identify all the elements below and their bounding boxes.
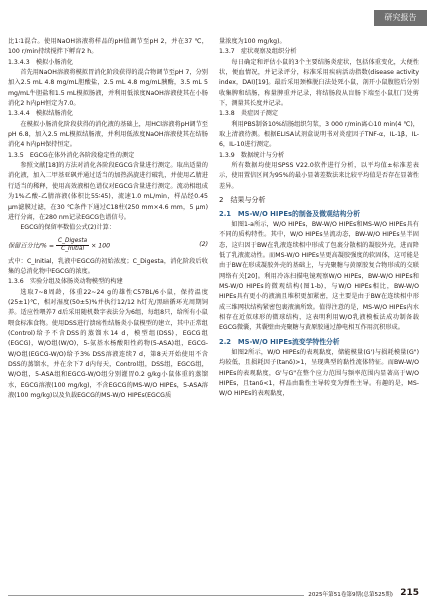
paragraph: 选取7~8周龄，体重22~24 g的雄性C57BL/6小鼠，保持温度(25±1)℃，相对湿度(50±5)%并执行12/12 h灯光/黑暗循环光周期饲养。适应性喂养7 d后采用随机数字表法分为6组，每组8只，给所有小鼠喂食标准食物。使用DSS进行溃疡性结肠炎小鼠模型的建立，其中正常组(Control)给予不含DSS的蒸馏水14 d，模型组(DSS)，EGCG组(EGCG)，W/O组(W/O)，5-氨基水杨酸阳性药物(5-ASA)组，EGCG-W/O组(EGCG-W/O)给予3% DSS溶液连续7 d，第8天开始使用不含DSS的蒸馏水，并在余下7 d内每天，Control组，DSS组，EGCG组，W/O组，5-ASA组和EGCG-W/O组分别灌胃0.2 g/kg小鼠体重的蒸馏水，EGCG溶液(100 mg/kg)，不含EGCG的MS-W/O HIPEs，5-ASA溶液(100 mg/kg)以及负载EGCG的MS-W/O HIPEs(EGCG质 (8, 288, 208, 399)
paragraph: 量浓度为100 mg/kg)。 (219, 38, 286, 45)
equation-denominator: C_Initial (61, 245, 85, 252)
section-heading: 2 结果与分析 (219, 196, 266, 205)
equation-number: (2) (199, 240, 208, 248)
section-badge: 研究报告 (374, 10, 427, 26)
paragraph: 如图2所示，W/O HIPEs的表观黏度，储能模量(G')与损耗模量(G")均较低，且损耗因子(tanδ)>1，呈现典型的黏性流体特征。而BW-W/O HIPEs的表观黏度，G'与G"在整个应力范围与频率范围内显著高于W/O HIPEs，且tanδ<1，样品由黏性主导转变为弹性主导。有趣的是，MS-W/O HIPEs的表观黏度， (219, 348, 419, 398)
subsection-heading: 1.3.7 症状观察及组织分析 (219, 48, 297, 56)
subsection-heading: 1.3.4.4 模拟结肠消化 (8, 110, 73, 118)
paragraph: 所有数据均使用SPSS V22.0软件进行分析，以平均值±标准差表示，使用置信区间为95%的最小显著差数法来比较平均值是否存在显著性差异。 (219, 162, 419, 190)
paragraph: 首先用NaOH溶液将模拟胃消化阶段获得的混合物调节至pH 7，分别加入2.5 mL 4.8 mg/mL胆酸盐，2.5 mL 4.8 mg/mL胰酶，3.5 mL 5 mg/mL牛胆盐和1.5 mL模拟肠液，并利用低浓度NaOH溶液使其在小肠消化2 h内pH恒定为7.0。 (8, 69, 208, 108)
paragraph: 如图1-a所示，W/O HIPEs，BW-W/O HIPEs和MS-W/O HIPEs具有不同的质构特性。其中，W/O HIPEs呈流动态，BW-W/O HIPEs呈半固态，这归因于BW在乳液连续相中形成了包裹分散相的凝胶外壳，进而降低了乳液流动性。而MS-W/O HIPEs呈更高凝胶强度的软固体，这可能是由于BW在形成凝胶外壳的基础上，与壳聚糖与黄原胶复合物形成的交联网络有关[20]。利用冷冻扫描电镜观察W/O HIPEs，BW-W/O HIPEs和MS-W/O HIPEs的微观结构(图1-b)，与W/O HIPEs相比，BW-W/O HIPEs具有更小的液滴且堆积更加紧密，这主要是由于BW在连续相中形成三维网状结构紧密包裹液滴所致。值得注意的是，MS-W/O HIPEs内水相存在近似球形的微球结构，这表明利用W/O乳液模板法成功制备载EGCG微囊，其囊壁由壳聚糖与黄原胶通过静电相互作用沉积形成。 (219, 220, 419, 332)
paragraph: 利用PBS制备10%结肠组织匀浆，3 000 r/min离心10 min(4 ℃)，取上清液待测。根据ELISA试剂盒说明书对炎症因子TNF-α，IL-1β，IL-6，IL-10进行测定。 (219, 120, 419, 149)
subsection-heading: 1.3.4.3 模拟小肠消化 (8, 58, 73, 66)
page-number: 215 (400, 588, 419, 598)
paragraph: EGCG的保留率数值公式(2)计算： (20, 224, 116, 232)
subsection-heading: 1.3.6 实验分组及体肠炎动物模型的构建 (8, 278, 123, 286)
page-footer (0, 586, 427, 606)
left-column (8, 37, 208, 401)
paragraph: 比1∶1混合。使用NaOH溶液将样品的pH值调节至pH 2，并在37 ℃，100 r/min持续搅拌下孵育2 h。 (8, 38, 208, 56)
right-column (219, 37, 419, 400)
subsection-heading: 1.3.9 数据统计与分析 (219, 151, 285, 159)
equation-2 (8, 238, 208, 253)
section-heading-2-2: 2.2 MS-W/O HIPEs流变学特性分析 (219, 337, 340, 346)
paragraph: 参照文献[18]的方法对消化各阶段EGCG含量进行测定。取出适量的消化液，加入二甲基亚砜并通过适当的加热涡旋进行破乳，并使用乙腈进行适当的稀释，使用高效液相色谱仪对EGCG含量进行测定。流动相组成为1%乙酸-乙腈溶液(体积比55∶45)，流速1.0 mL/min，样品经0.45 μm滤膜过滤，在30 ℃条件下通过C18柱(250 mm×4.6 mm，5 μm)进行分离，在280 nm记录EGCG色谱信号。 (8, 162, 208, 221)
paragraph: 式中：C_Initial，乳液中EGCG的初始浓度；C_Digesta，消化阶段后收集的总消化物中EGCG的浓度。 (8, 257, 208, 275)
journal-issue: 2025年第51卷第9期(总第525期) (304, 590, 393, 598)
subsection-heading: 1.3.5 EGCG在体外消化各阶段稳定性的测定 (8, 151, 135, 159)
equation-tail: × 100 (91, 242, 111, 250)
subsection-heading: 1.3.8 炎症因子测定 (219, 110, 279, 118)
section-heading-2-1: 2.1 MS-W/O HIPEs的制备及微观结构分析 (219, 209, 360, 218)
paragraph: 每日确定和评估小鼠的3个主要结肠炎症状，包括体重变化，大便性状，便血情况，并记录评分，标准采用疾病活动指数(disease activity index，DAI)[19]。最后采用颈椎脱臼法处死小鼠，剖开小鼠腹腔后分别收集脾和结肠，称量脾重并记录，将结肠段从盲肠下端至小鼠肛门处剪下，测量其长度并记录。 (219, 58, 419, 108)
equation-fraction (56, 238, 89, 253)
equation-label: 保留百分比/% = (8, 242, 55, 250)
equation-numerator: C_Digesta (58, 237, 88, 244)
paragraph: 在模拟小肠消化阶段获得的消化液的基础上，用HCl溶液将pH调节至pH 6.8，加入2.5 mL模拟结肠液，并利用低浓度NaOH溶液使其在结肠消化4 h内pH保持恒定。 (8, 120, 208, 149)
